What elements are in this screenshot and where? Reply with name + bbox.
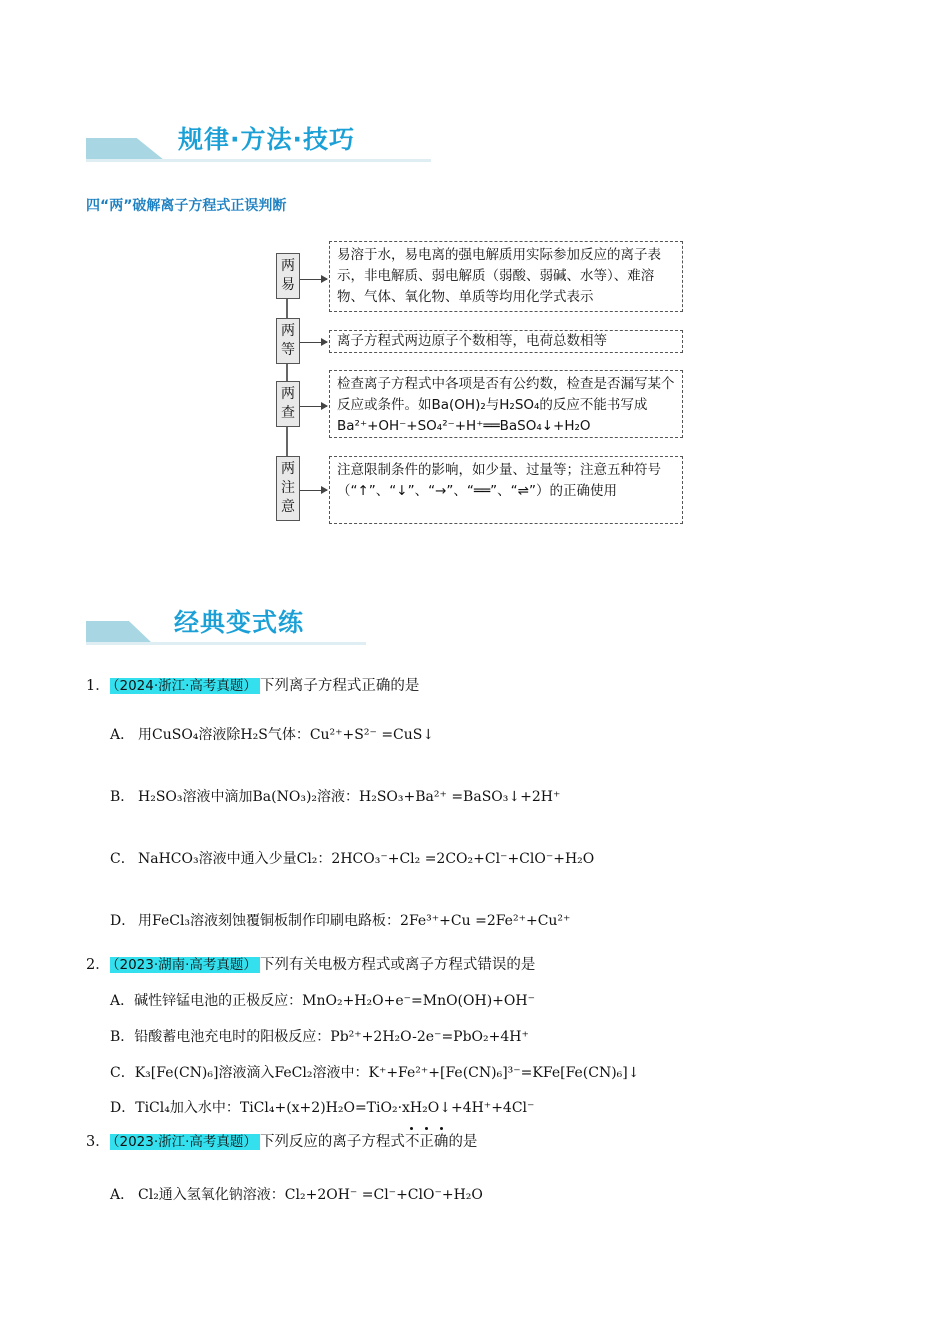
q2-option-a [110,990,535,1010]
box-two-notice: 注意限制条件的影响，如少量、过量等；注意五种符号（“↑”、“↓”、“→”、“══”、“⇌”）的正确使用 [329,456,683,524]
option-text: 用FeCl₃溶液刻蚀覆铜板制作印刷电路板：2Fe³⁺+Cu =2Fe²⁺+Cu²⁺ [138,913,571,929]
stage-label-two-easy: 两 易 [276,253,300,299]
section-banner-stripe [86,138,164,160]
option-text: 铅酸蓄电池充电时的阳极反应：Pb²⁺+2H₂O-2e⁻=PbO₂+4H⁺ [134,1029,529,1045]
section-title-rules: 规律·方法·技巧 [178,125,355,154]
stage-label-two-check: 两 查 [276,381,300,427]
option-text: NaHCO₃溶液中通入少量Cl₂：2HCO₃⁻+Cl₂ =2CO₂+Cl⁻+ClO⁻+H₂O [138,851,595,867]
arrow-to-box-2 [300,342,327,343]
section-title-practice: 经典变式练 [174,608,305,637]
option-letter: D． [110,913,136,929]
q1-option-c [110,832,830,866]
arrow-to-box-3 [300,406,327,407]
option-letter: D． [110,1100,136,1116]
emphasis-dot [410,1127,413,1130]
question-text: 下列离子方程式正确的是 [259,678,420,694]
option-letter: A． [110,727,135,743]
section-banner-stripe-2 [86,621,152,643]
box-two-easy: 易溶于水，易电离的强电解质用实际参加反应的离子表示，非电解质、弱电解质（弱酸、弱碱、水等）、难溶物、气体、氧化物、单质等均用化学式表示 [329,241,683,312]
source-tag: （2023·浙江·高考真题） [110,1134,260,1150]
source-tag: （2024·浙江·高考真题） [110,678,260,694]
option-letter: B． [110,789,135,805]
option-text: TiCl₄加入水中：TiCl₄+(x+2)H₂O=TiO₂·xH₂O↓+4H⁺+4Cl⁻ [135,1100,535,1116]
option-text: 碱性锌锰电池的正极反应：MnO₂+H₂O+e⁻=MnO(OH)+OH⁻ [134,993,535,1009]
option-letter: A． [110,993,135,1009]
question-3-stem [86,1132,477,1152]
source-tag: （2023·湖南·高考真题） [110,957,260,973]
q2-option-c [110,1062,640,1082]
option-text: Cl₂通入氢氧化钠溶液：Cl₂+2OH⁻ =Cl⁻+ClO⁻+H₂O [138,1187,483,1203]
question-text-suffix: 的是 [448,1134,478,1150]
emphasis-dot [440,1127,443,1130]
section-banner-underline [86,159,431,162]
q2-option-b [110,1026,529,1046]
q1-option-d [110,894,830,928]
stage-label-two-notice: 两 注 意 [276,456,300,521]
question-text: 下列有关电极方程式或离子方程式错误的是 [259,957,536,973]
option-text: K₃[Fe(CN)₆]溶液滴入FeCl₂溶液中：K⁺+Fe²⁺+[Fe(CN)₆]³⁻=KFe[Fe(CN)₆]↓ [134,1065,640,1081]
box-two-check: 检查离子方程式中各项是否有公约数，检查是否漏写某个反应或条件。如Ba(OH)₂与H₂SO₄的反应不能书写成Ba²⁺+OH⁻+SO₄²⁻+H⁺══BaSO₄↓+H₂O [329,370,683,438]
question-1-stem [86,676,419,696]
emphasis-text: 不正确 [404,1134,449,1150]
emphasis-dot [425,1127,428,1130]
option-letter: A． [110,1187,135,1203]
section-banner-underline-2 [86,642,366,645]
option-letter: C． [110,851,135,867]
option-letter: B． [110,1029,135,1045]
q1-option-a [110,708,830,742]
question-number: 2． [86,957,110,973]
option-letter: C． [110,1065,135,1081]
q2-option-d [110,1097,534,1117]
question-number: 3． [86,1134,110,1150]
arrow-to-box-4 [300,490,327,491]
question-text-prefix: 下列反应的离子方程式 [259,1134,405,1150]
q1-option-b [110,770,830,804]
stage-label-two-equal: 两 等 [276,318,300,364]
option-text: H₂SO₃溶液中滴加Ba(NO₃)₂溶液：H₂SO₃+Ba²⁺ =BaSO₃↓+2H⁺ [138,789,561,805]
emphasis-not-correct [405,1134,449,1150]
q3-option-a [110,1168,830,1202]
heading-ion-equation: 四“两”破解离子方程式正误判断 [86,198,287,214]
box-two-equal: 离子方程式两边原子个数相等，电荷总数相等 [329,330,683,353]
arrow-to-box-1 [300,279,327,280]
question-2-stem [86,955,535,975]
option-text: 用CuSO₄溶液除H₂S气体：Cu²⁺+S²⁻ =CuS↓ [138,727,435,743]
question-number: 1． [86,678,110,694]
